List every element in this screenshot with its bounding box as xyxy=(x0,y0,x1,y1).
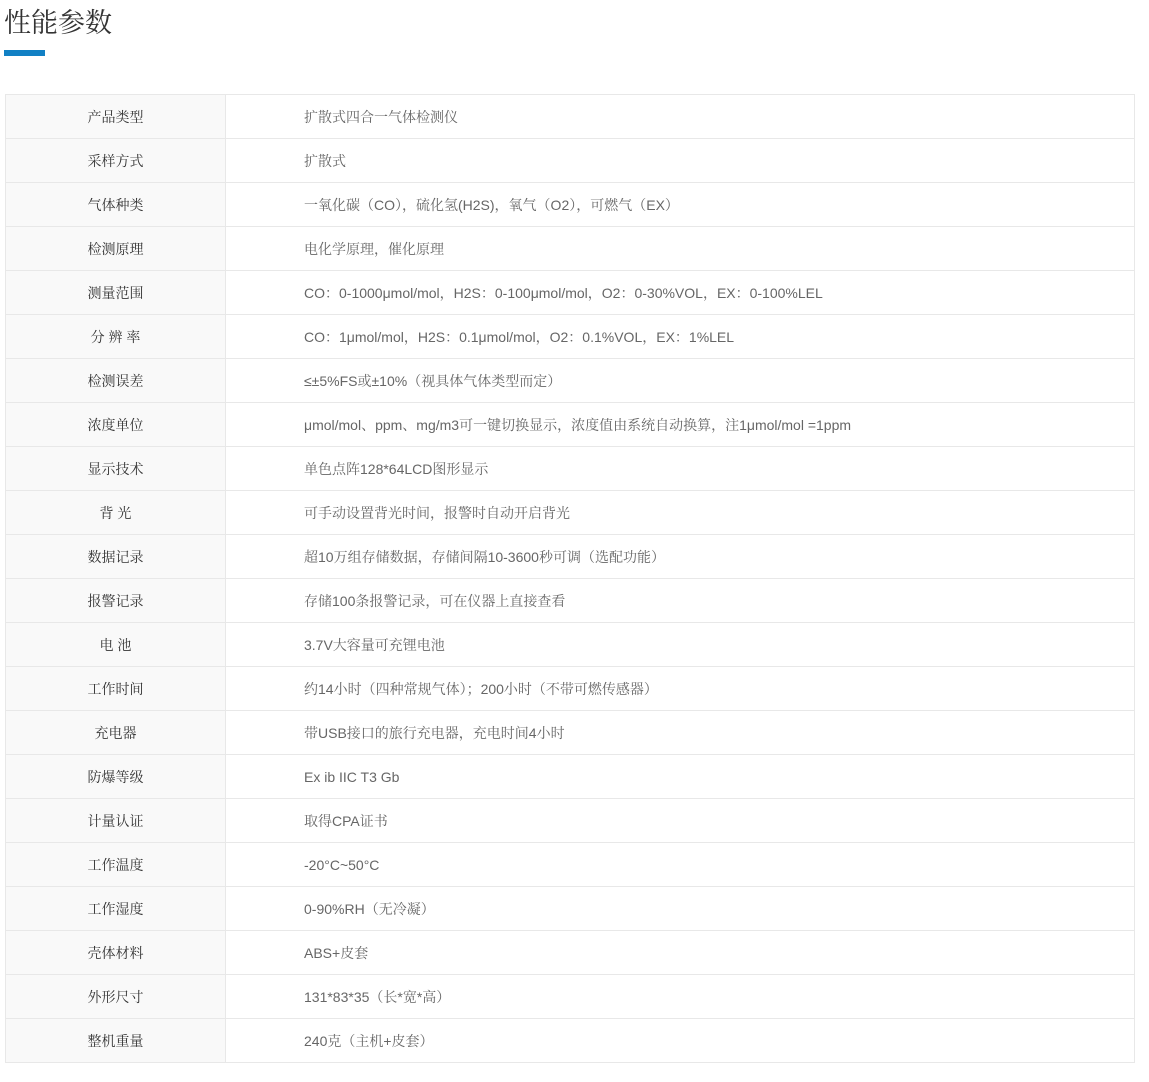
spec-value: 3.7V大容量可充锂电池 xyxy=(226,623,1135,667)
spec-value: 一氧化碳（CO），硫化氢(H2S)，氧气（O2），可燃气（EX） xyxy=(226,183,1135,227)
spec-label: 采样方式 xyxy=(6,139,226,183)
spec-value: -20°C~50°C xyxy=(226,843,1135,887)
table-row xyxy=(6,315,1135,359)
spec-value: 可手动设置背光时间，报警时自动开启背光 xyxy=(226,491,1135,535)
spec-table xyxy=(5,94,1135,1063)
spec-label: 充电器 xyxy=(6,711,226,755)
spec-value: 0-90%RH（无冷凝） xyxy=(226,887,1135,931)
spec-label: 工作湿度 xyxy=(6,887,226,931)
spec-value: CO：0-1000μmol/mol，H2S：0-100μmol/mol，O2：0-30%VOL，EX：0-100%LEL xyxy=(226,271,1135,315)
spec-label: 电 池 xyxy=(6,623,226,667)
table-row xyxy=(6,183,1135,227)
spec-label: 外形尺寸 xyxy=(6,975,226,1019)
table-row xyxy=(6,667,1135,711)
spec-value: 带USB接口的旅行充电器，充电时间4小时 xyxy=(226,711,1135,755)
spec-label: 整机重量 xyxy=(6,1019,226,1063)
spec-value: 存储100条报警记录，可在仪器上直接查看 xyxy=(226,579,1135,623)
spec-label: 气体种类 xyxy=(6,183,226,227)
spec-label: 工作时间 xyxy=(6,667,226,711)
spec-label: 壳体材料 xyxy=(6,931,226,975)
spec-label: 防爆等级 xyxy=(6,755,226,799)
spec-value: 131*83*35（长*宽*高） xyxy=(226,975,1135,1019)
spec-value: CO：1μmol/mol，H2S：0.1μmol/mol，O2：0.1%VOL，EX：1%LEL xyxy=(226,315,1135,359)
spec-value: Ex ib IIC T3 Gb xyxy=(226,755,1135,799)
table-row xyxy=(6,931,1135,975)
table-row xyxy=(6,799,1135,843)
table-row xyxy=(6,711,1135,755)
spec-value: 约14小时（四种常规气体）；200小时（不带可燃传感器） xyxy=(226,667,1135,711)
spec-value: 单色点阵128*64LCD图形显示 xyxy=(226,447,1135,491)
spec-label: 分 辨 率 xyxy=(6,315,226,359)
spec-label: 产品类型 xyxy=(6,95,226,139)
table-row xyxy=(6,447,1135,491)
table-row xyxy=(6,623,1135,667)
table-row xyxy=(6,1019,1135,1063)
table-row xyxy=(6,843,1135,887)
title-accent-bar xyxy=(4,50,45,56)
spec-value: ≤±5%FS或±10%（视具体气体类型而定） xyxy=(226,359,1135,403)
table-row xyxy=(6,271,1135,315)
table-row xyxy=(6,359,1135,403)
page-title: 性能参数 xyxy=(4,8,112,38)
table-row xyxy=(6,95,1135,139)
table-row xyxy=(6,227,1135,271)
spec-value: 超10万组存储数据，存储间隔10-3600秒可调（选配功能） xyxy=(226,535,1135,579)
spec-table-container xyxy=(5,94,1149,1063)
spec-table-body xyxy=(6,95,1135,1063)
spec-label: 报警记录 xyxy=(6,579,226,623)
spec-label: 检测原理 xyxy=(6,227,226,271)
spec-label: 工作温度 xyxy=(6,843,226,887)
table-row xyxy=(6,755,1135,799)
table-row xyxy=(6,579,1135,623)
spec-label: 显示技术 xyxy=(6,447,226,491)
spec-label: 测量范围 xyxy=(6,271,226,315)
spec-label: 浓度单位 xyxy=(6,403,226,447)
table-row xyxy=(6,139,1135,183)
spec-value: 取得CPA证书 xyxy=(226,799,1135,843)
table-row xyxy=(6,403,1135,447)
spec-value: μmol/mol、ppm、mg/m3可一键切换显示，浓度值由系统自动换算，注1μmol/mol =1ppm xyxy=(226,403,1135,447)
spec-value: 240克（主机+皮套） xyxy=(226,1019,1135,1063)
spec-value: 扩散式四合一气体检测仪 xyxy=(226,95,1135,139)
table-row xyxy=(6,535,1135,579)
spec-label: 数据记录 xyxy=(6,535,226,579)
table-row xyxy=(6,975,1135,1019)
page-header xyxy=(0,0,1149,56)
spec-label: 背 光 xyxy=(6,491,226,535)
table-row xyxy=(6,491,1135,535)
spec-value: ABS+皮套 xyxy=(226,931,1135,975)
table-row xyxy=(6,887,1135,931)
spec-label: 计量认证 xyxy=(6,799,226,843)
spec-label: 检测误差 xyxy=(6,359,226,403)
spec-value: 电化学原理，催化原理 xyxy=(226,227,1135,271)
spec-value: 扩散式 xyxy=(226,139,1135,183)
